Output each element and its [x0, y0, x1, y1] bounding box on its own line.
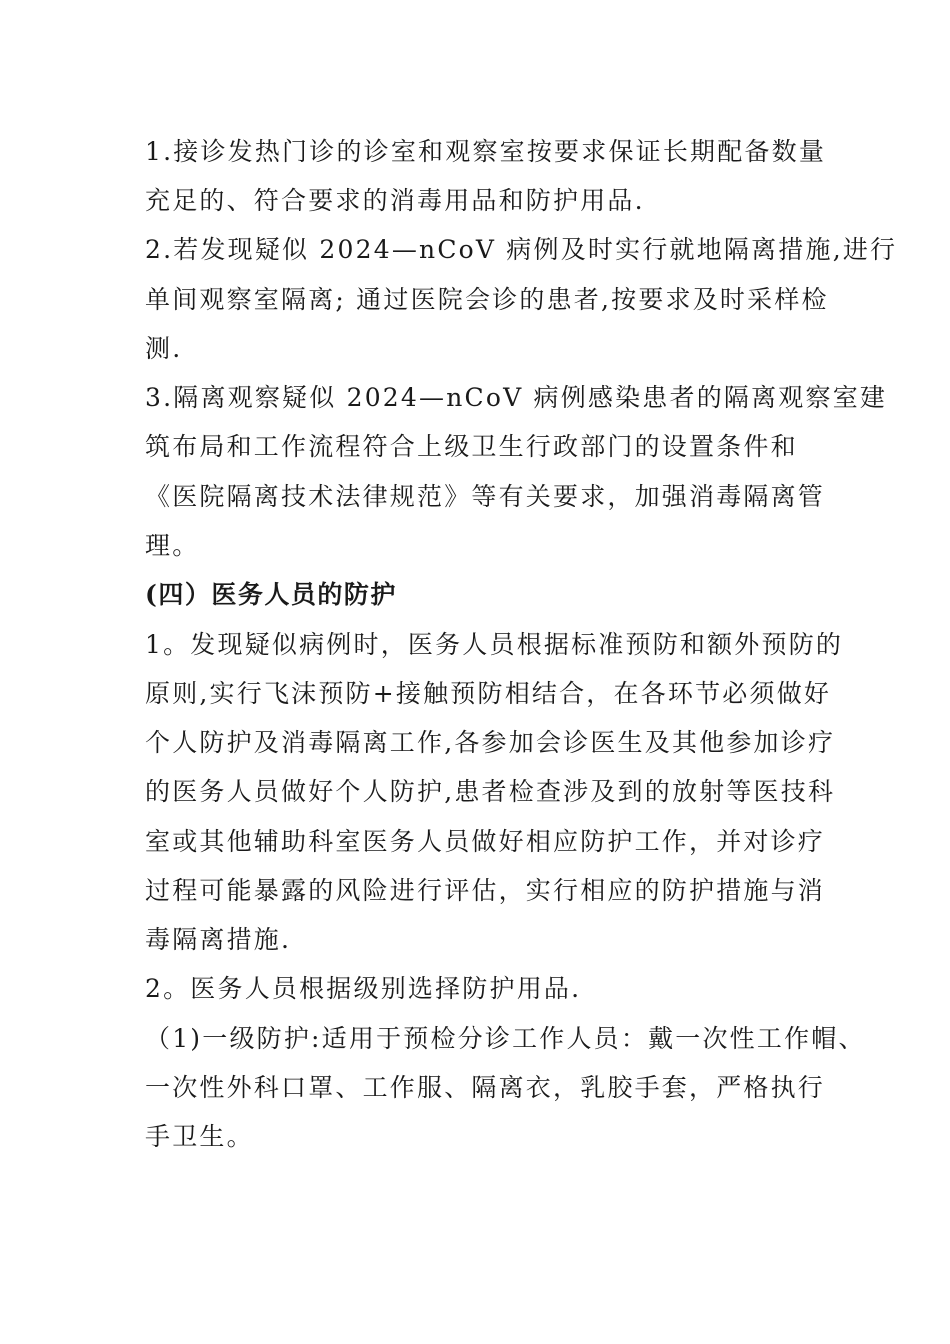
paragraph-line: 充足的、符合要求的消毒用品和防护用品.	[145, 186, 645, 215]
paragraph-line: （1)一级防护:适用于预检分诊工作人员：戴一次性工作帽、	[145, 1024, 866, 1053]
paragraph-line: 测.	[145, 334, 183, 363]
paragraph-line: 过程可能暴露的风险进行评估，实行相应的防护措施与消	[145, 876, 826, 905]
paragraph-line: 的医务人员做好个人防护,患者检查涉及到的放射等医技科	[145, 777, 836, 806]
paragraph-line: 室或其他辅助科室医务人员做好相应防护工作，并对诊疗	[145, 827, 826, 856]
paragraph-line: 一次性外科口罩、工作服、隔离衣，乳胶手套，严格执行	[145, 1073, 826, 1102]
paragraph-line: 理。	[145, 531, 200, 560]
paragraph-line: 1。发现疑似病例时，医务人员根据标准预防和额外预防的	[145, 630, 844, 659]
section-heading: (四）医务人员的防护	[145, 580, 397, 609]
paragraph-line: 2.若发现疑似 2024—nCoV 病例及时实行就地隔离措施,进行	[145, 235, 898, 264]
paragraph-line: 个人防护及消毒隔离工作,各参加会诊医生及其他参加诊疗	[145, 728, 836, 757]
paragraph-line: 原则,实行飞沫预防+接触预防相结合，在各环节必须做好	[145, 679, 832, 708]
paragraph-line: 手卫生。	[145, 1122, 254, 1151]
paragraph-line: 2。医务人员根据级别选择防护用品.	[145, 974, 582, 1003]
paragraph-line: 《医院隔离技术法律规范》等有关要求，加强消毒隔离管	[145, 482, 826, 511]
paragraph-line: 毒隔离措施.	[145, 925, 292, 954]
paragraph-line: 筑布局和工作流程符合上级卫生行政部门的设置条件和	[145, 432, 798, 461]
paragraph-line: 3.隔离观察疑似 2024—nCoV 病例感染患者的隔离观察室建	[145, 383, 888, 412]
paragraph-line: 1.接诊发热门诊的诊室和观察室按要求保证长期配备数量	[145, 137, 827, 166]
paragraph-line: 单间观察室隔离; 通过医院会诊的患者,按要求及时采样检	[145, 285, 829, 314]
